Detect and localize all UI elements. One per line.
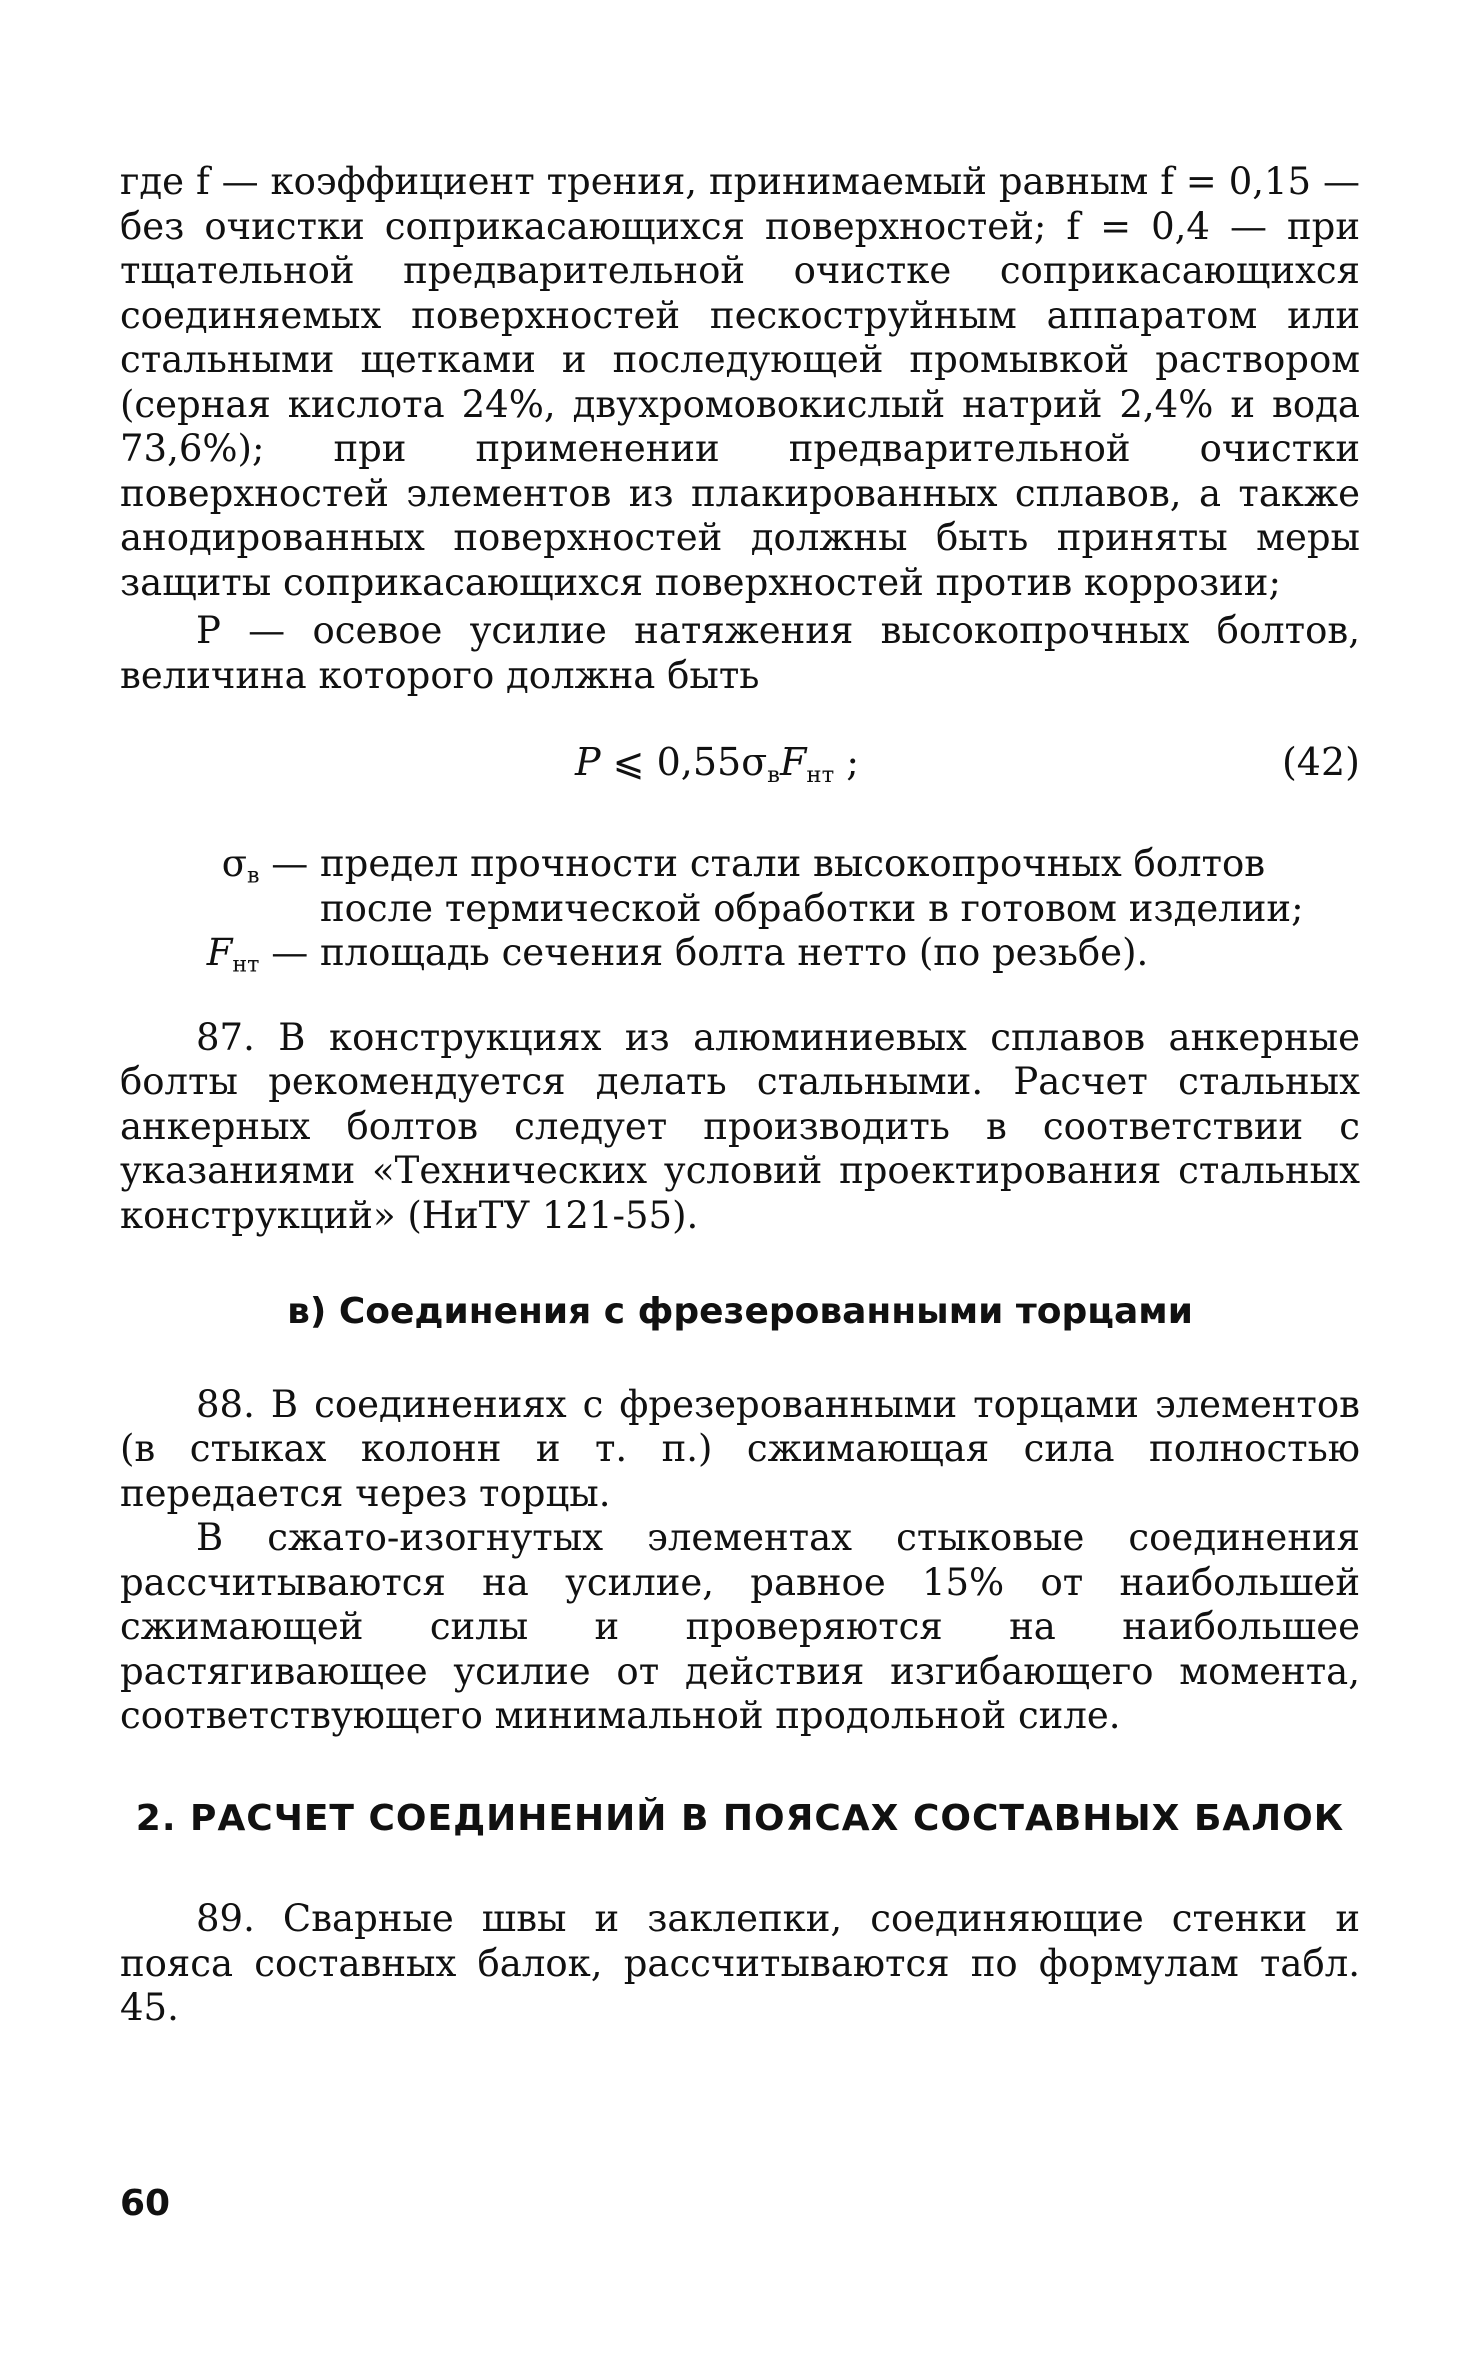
- definition-dash: —: [259, 931, 320, 974]
- subsection-heading: в) Соединения с фрезерованными торцами: [287, 1291, 1193, 1332]
- formula-expression: [575, 740, 859, 797]
- definition-dash: —: [259, 842, 320, 885]
- formula-sigma-sub: в: [767, 761, 781, 788]
- formula-f-symbol: F: [780, 740, 807, 784]
- page-content: [120, 160, 1360, 2031]
- section-heading: 2. РАСЧЕТ СОЕДИНЕНИЙ В ПОЯСАХ СОСТАВНЫХ БАЛОК: [135, 1797, 1345, 1839]
- page-number: 60: [120, 2183, 171, 2224]
- paragraph-88-continued: В сжато-изогнутых элементах стыковые соединения рассчитываются на усилие, равное 15% от наибольшей сжимающей силы и проверяются на наибольшее растягивающее усилие от действия изгибающего момента, соответствующего минимальной продольной силе.: [120, 1516, 1360, 1737]
- paragraph-88: 88. В соединениях с фрезерованными торцами элементов (в стыках колонн и т. п.) сжимающая сила полностью передается через торцы.: [120, 1382, 1360, 1515]
- definition-symbol-letter: F: [206, 931, 233, 974]
- definition-symbol-letter: σ: [221, 842, 247, 885]
- definition-symbol: [120, 931, 320, 987]
- definition-symbol-sub: в: [246, 862, 260, 889]
- definition-f-net: [120, 931, 1360, 976]
- paragraph-87: 87. В конструкциях из алюминиевых сплавов анкерные болты рекомендуется делать стальными. Расчет стальных анкерных болтов следует производить в соответствии с указаниями «Технических условий проектирования стальных конструкций» (НиТУ 121-55).: [120, 1015, 1360, 1237]
- formula-number: (42): [1281, 740, 1360, 784]
- paragraph-friction-coefficient: где f — коэффициент трения, принимаемый равным f = 0,15 — без очистки соприкасающихся поверхностей; f = 0,4 — при тщательной предварительной очистке соприкасающихся соединяемых поверхностей пескоструйным аппаратом или стальными щетками и последующей промывкой раствором (серная кислота 24%, двухромовокислый натрий 2,4% и вода 73,6%); при применении предварительной очистки поверхностей элементов из плакированных сплавов, а также анодированных поверхностей должны быть приняты меры защиты соприкасающихся поверхностей против коррозии;: [120, 160, 1360, 604]
- formula-coefficient: 0,55: [656, 740, 742, 784]
- paragraph-axial-force: P — осевое усилие натяжения высокопрочных болтов, величина которого должна быть: [120, 609, 1360, 697]
- formula-f-sub: нт: [806, 761, 835, 788]
- definition-symbol-sub: нт: [232, 951, 260, 978]
- definition-symbol: [120, 842, 320, 898]
- formula-lhs: P: [575, 740, 601, 784]
- definition-sigma: [120, 842, 1360, 931]
- formula-terminator: ;: [846, 740, 860, 784]
- formula-sigma: σ: [741, 740, 768, 784]
- symbol-definitions: [120, 842, 1360, 976]
- formula-42: [120, 740, 1360, 800]
- definition-text: предел прочности стали высокопрочных болтов после термической обработки в готовом изделии;: [320, 842, 1304, 930]
- paragraph-89: 89. Сварные швы и заклепки, соединяющие стенки и пояса составных балок, рассчитываются по формулам табл. 45.: [120, 1897, 1360, 2029]
- formula-relation: ⩽: [612, 740, 645, 784]
- definition-text: площадь сечения болта нетто (по резьбе).: [320, 931, 1149, 974]
